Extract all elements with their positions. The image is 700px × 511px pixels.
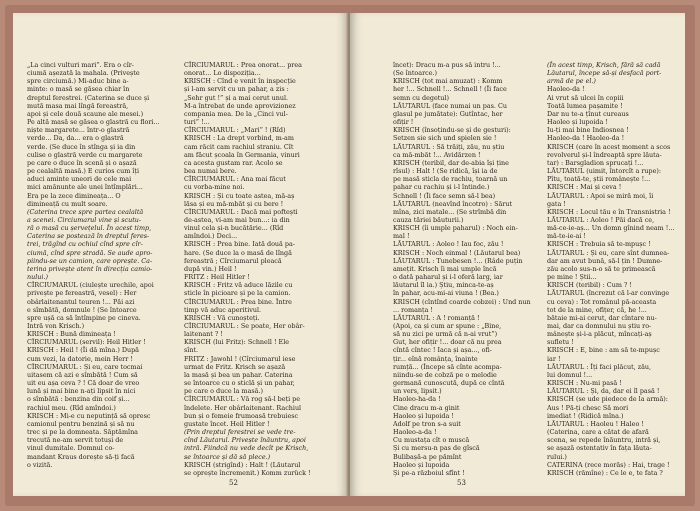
text-line: CÎRCIUMARUL : Prea onorat... prea xyxy=(184,61,302,69)
text-line: „La cinci vulturi mari”. Era o cîr- xyxy=(27,61,134,69)
text-line: lăutarul îl ia.) Știu, minca-te-aș xyxy=(393,281,494,290)
text-line: LĂUTARUL : Și, da, dar ei îl pasă ! xyxy=(547,387,660,396)
right-page-column-1 xyxy=(393,61,541,477)
text-line: zău acolo sus-n-o să te primească xyxy=(547,264,656,273)
text-line: dreptul ferestrei. (Caterina se duce și xyxy=(27,93,150,102)
text-line: pe care o duce la masă.) xyxy=(184,387,264,396)
text-line: pe mine ! Știi... xyxy=(547,273,597,282)
text-line: Și pe-a războiul sfînt ! xyxy=(393,468,465,477)
text-line: KRISCH (care în acest moment a scos xyxy=(547,142,671,151)
text-line: Intră von Krisch.) xyxy=(27,322,85,330)
text-line: Haoleo și lupoida ! xyxy=(393,411,454,420)
text-line: ciumă așezată la mahala. (Privește xyxy=(27,69,140,78)
stage-direction-line: trei, trăgînd cu ochiul cînd spre cîr- xyxy=(27,240,143,249)
text-line: o sîmbătă : benzina din coif și... xyxy=(27,395,130,404)
text-line: onorat... Lo dispoziția... xyxy=(184,69,261,78)
text-line: laitenant ? ! xyxy=(184,330,223,339)
text-line: M-a întrebat de unde aprovizionez xyxy=(184,101,296,110)
text-line: vinul dumitale. Domnul co- xyxy=(27,444,115,453)
text-line: LĂUTARUL : A ! romanță ! xyxy=(393,313,480,322)
text-line: la masă și bea un pahar. Caterina xyxy=(184,370,293,379)
text-line: Iu-ți mai bine Indiosnea ! xyxy=(547,126,629,135)
page-number-left: 52 xyxy=(229,479,238,487)
text-line: rachiul meu. (Rîd amîndoi.) xyxy=(27,403,116,412)
text-line: KRISCH (cîntînd coarde cobzei) : Und nun xyxy=(393,297,531,306)
text-line: de-astea, vi-am mai bun...: ia din xyxy=(184,215,290,224)
text-line: lăsa și eu mă-mbăt și cu bere ! xyxy=(184,199,284,208)
text-line: FRITZ : Heil Hitler ! xyxy=(184,273,250,282)
text-line: pe masă sticla de rachiu, toarnă un xyxy=(393,175,508,184)
text-line: KRISCH : Heil ! (Îi dă mîna.) După xyxy=(27,346,139,355)
text-line: cum vezi, la datorie, mein Herr ! xyxy=(27,354,133,363)
text-line: fereastră ; Cîrciumarul pleacă xyxy=(184,256,282,265)
text-line: Pîtu, toată-te, știi românește !... xyxy=(547,175,651,184)
text-line: KRISCH : E, bine : am să te-mpușc xyxy=(547,346,660,355)
text-line: Haoleo-ha-da ! xyxy=(393,395,441,404)
text-line: KRISCH : Și cu toate astea, mă-aș xyxy=(184,191,295,200)
text-line: mă-ce-ie-aș... Un domn gînind neam !... xyxy=(547,224,675,233)
text-line: mai, dar ca domnului nu știu ro- xyxy=(547,322,652,330)
text-line: CÎRCIUMARUL (servil): Heil Hitler ! xyxy=(27,338,146,347)
text-line: tot de la mine, ofițer, că, he !... xyxy=(547,305,647,314)
text-line: mandant Kraus dorește să-ți facă xyxy=(27,452,135,461)
text-line: cu ceva) : Tot românul pă-aceasta xyxy=(547,297,657,306)
text-line: niindu-se de cobză pe o melodie xyxy=(393,370,497,379)
text-line: ca acesta gustam rar. Acolo se xyxy=(184,158,283,167)
text-line: bătaie mi-ai cerut, dar cîntare nu- xyxy=(547,313,657,322)
text-line: compania mea. De la „Cinci vul- xyxy=(184,109,288,118)
text-line: e sîmbătă, domnule ! (Se întoarce xyxy=(27,305,137,314)
stage-direction-line: terina privește atent în direcția camio- xyxy=(27,264,153,273)
text-line: mici amănunte ale unei întîmplări... xyxy=(27,183,143,192)
text-line: și l-am servit cu un pahar, a zis : xyxy=(184,85,289,94)
text-line: LĂUTARUL (neavînd încotro) : Sărut xyxy=(393,199,513,208)
text-line: FRITZ : Jawohl ! (Cîrciumarul iese xyxy=(184,354,296,363)
text-line: Cu mustața cît o muscă xyxy=(393,436,470,445)
text-line: culise o glastră verde cu margarete xyxy=(27,150,143,159)
text-line: Și cu mersu-n pas de gîscă xyxy=(393,444,480,453)
text-line: KRISCH : La drept vorbind, m-am xyxy=(184,134,294,143)
text-line: obârlaitenantul teuren !... Păi azi xyxy=(27,297,135,306)
stage-direction-line: Caterina se postează în dreptul feres- xyxy=(27,232,150,241)
text-line: KRISCH : Bună dimineața ! xyxy=(27,330,116,339)
text-line: vinul cela și-n bucătărie... (Rîd xyxy=(184,224,284,233)
stage-direction-line: intră. Fiindcă nu vede decît pe Krisch, xyxy=(184,444,309,453)
text-line: Haoleo-da ! Haoleo-da ! xyxy=(547,134,625,143)
text-line: KRISCH : Trebuia să te-mpușc ! xyxy=(547,240,651,249)
text-line: un vers, lipsit.) xyxy=(393,387,442,396)
text-line: KRISCH : Locul tău e în Transnistria ! xyxy=(547,207,671,216)
text-line: minte: o masă se găsea chiar în xyxy=(27,85,130,94)
text-line: germană cunoscută, după ce cîntă xyxy=(393,379,505,388)
stage-direction-line: armă de pe el.) xyxy=(547,77,596,86)
text-line: CÎRCIUMARUL : Vă rog să-l beți pe xyxy=(184,395,301,404)
text-line: uit eu așa ceva ? ! Că doar de vreo xyxy=(27,379,140,388)
text-line: iar ! xyxy=(547,354,561,363)
stage-direction-line: (Caterina trece spre partea cealaltă xyxy=(27,207,144,216)
text-line: Gut, her ofițir !... doar că nu prea xyxy=(393,338,502,347)
text-line: KRISCH (strigînd) : Halt ! (Lăutarul xyxy=(184,460,301,469)
stage-direction-line: nului.) xyxy=(27,273,48,282)
text-line: KRISCH : Nu-mi pasă ! xyxy=(547,379,622,388)
right-page xyxy=(350,13,685,496)
stage-direction-line: piindu-se un camion, care oprește. Ca- xyxy=(27,256,153,265)
text-line: gata ! xyxy=(547,199,566,208)
text-line: cîntă cîntec ! Iaca și așa..., ofi- xyxy=(393,346,492,355)
text-line: o dată paharul și i-l oferă larg, iar xyxy=(393,273,503,282)
text-line: cam răcit cam rachiul straniu. Cît xyxy=(184,142,294,151)
text-line: „Sehr gut !” și a mai cerut unul. xyxy=(184,93,289,102)
text-line: rumță... (Începe să cînte acompa- xyxy=(393,362,502,371)
text-line: mal ! xyxy=(393,232,410,241)
text-line: cauza tăriei băuturii.) xyxy=(393,215,464,224)
text-line: KRISCH (teribil) : Cum ? ! xyxy=(547,281,632,290)
left-page-column-1 xyxy=(27,61,175,477)
left-page-column-2 xyxy=(184,61,332,477)
text-line: KRISCH (teribil, dar de-abia își ține xyxy=(393,158,509,167)
text-line: ofițir ! xyxy=(393,118,414,127)
text-line: KRISCH : Vă cunoșteți. xyxy=(184,313,260,322)
text-line: KRISCH (se ude piedece de la armă): xyxy=(547,395,668,404)
text-line: CÎRCIUMARUL : Ana mai făcut xyxy=(184,175,286,184)
text-line: KRISCH : Noch einmal ! (Lăutarul bea) xyxy=(393,248,521,257)
text-line: Dar nu te-a țînut cureaus xyxy=(547,109,629,118)
text-line: am făcut școala în Germania, vinuri xyxy=(184,150,300,159)
text-line: se întoarce cu o sticlă și un pahar, xyxy=(184,379,295,388)
text-line: turi” !... xyxy=(184,118,210,127)
text-line: spre circiumă.) Mi-aduc bine a- xyxy=(27,77,129,86)
text-line: dar am avut bună, să-l țin ! Dumne- xyxy=(547,256,663,265)
text-line: Era pe la zece dimineața... O xyxy=(27,191,121,200)
stage-direction-line: ră o masă cu șervețelul. În acest timp, xyxy=(27,224,152,233)
text-line: sînt. xyxy=(184,346,199,355)
text-line: trecută ne-am servit totuși de xyxy=(27,436,124,445)
left-page xyxy=(13,13,348,496)
text-line: rului.) xyxy=(547,452,567,461)
text-line: glasul pe jumătate): Gutîntac, her xyxy=(393,109,503,118)
text-line: LĂUTARUL : Îți faci plăcut, zău, xyxy=(547,362,652,371)
stage-direction-line: (Prin dreptul ferestrei se vede tre- xyxy=(184,428,296,437)
text-line: KRISCH : Prea bine. Iată două pa- xyxy=(184,240,295,249)
text-line: KRISCH : Mai și ceva ! xyxy=(547,183,622,192)
text-line: Haoleo și lupoida xyxy=(393,460,450,469)
text-line: amețit. Krisch îi mai umple încă xyxy=(393,264,497,273)
text-line: CÎRCIUMARUL : Dacă mai poftești xyxy=(184,207,298,216)
text-line: (Se întoarce.) xyxy=(393,69,438,78)
text-line: LĂUTARUL : Aoleo ! Păi dacă ce, xyxy=(547,215,655,224)
text-line: în pahar, acu-mi-ai viuna ! (Bea.) xyxy=(393,289,499,298)
text-line: sticle în picioare și pe la camion. xyxy=(184,289,291,298)
text-line: (Apoi, ca și cum ar spune : „Bine, xyxy=(393,322,502,330)
text-line: pahar cu rachiu și i-l întinde.) xyxy=(393,183,490,192)
text-line: CÎRCIUMARUL : „Mari” ! (Rîd) xyxy=(184,126,286,135)
text-line: pe cealaltă masă.) E curios cum îți xyxy=(27,167,139,176)
text-line: să nu zici pe urmă că n-ai vrut”) xyxy=(393,330,498,339)
text-line: KRISCH : Cînd e venit în inspecție xyxy=(184,77,296,86)
text-line: apoi și cele două scaune ale mesei.) xyxy=(27,109,144,118)
text-line: verde... Da, da... era o glastră xyxy=(27,134,124,143)
text-line: bun și o femeie frumoasă trebuiesc xyxy=(184,411,299,420)
stage-direction-line: ciumă, cînd spre stradă. Se aude apro- xyxy=(27,248,153,257)
text-line: mută masa mai lîngă fereastră, xyxy=(27,101,129,110)
stage-direction-line: Lăutarul, începe să-și desfacă port- xyxy=(547,69,662,78)
text-line: Haoleo-a-da ! xyxy=(393,428,437,437)
text-line: încet): Dracu m-a pus să intru !... xyxy=(393,61,501,69)
text-line: KRISCH (tot mai amuzat) : Komm xyxy=(393,77,503,86)
text-line: Setzen sie sich und spielen sie ! xyxy=(393,134,497,143)
text-line: ... romanța ! xyxy=(393,305,433,314)
text-line: urmat de Fritz. Krisch se așază xyxy=(184,362,286,371)
open-book xyxy=(5,5,695,506)
text-line: lui domnul !... xyxy=(547,370,593,379)
text-line: KRISCH : Mi-e cu neputință să opresc xyxy=(27,411,151,420)
text-line: Adolf pe tron s-a suit xyxy=(393,419,461,428)
text-line: amîndoi.) Deci... xyxy=(184,232,238,241)
text-line: Ai vrut să ulcei în copiii xyxy=(547,93,624,102)
text-line: (Caterina, care a cătat de afară xyxy=(547,428,649,437)
text-line: scena, se repede înăuntru, intră și, xyxy=(547,436,661,445)
stage-direction-line: se întoarce și dă să plece.) xyxy=(184,452,271,461)
text-line: trec și pe la domneata. Săptămîna xyxy=(27,428,138,437)
text-line: KRISCH (rămîne) : Ce le e, te fata ? xyxy=(547,468,663,477)
text-line: dimineață cu mult soare. xyxy=(27,199,108,208)
text-line: CÎRCIUMARUL : Și eu, care tocmai xyxy=(27,362,143,371)
text-line: KRISCH (însoțindu-se și de gesturi): xyxy=(393,126,511,135)
text-line: CÎRCIUMARUL : Se poate, Her obâr- xyxy=(184,322,305,330)
text-line: niște margarete... într-o glastră xyxy=(27,126,130,135)
stage-direction-line: cînd Lăutarul. Privește înăuntru, apoi xyxy=(184,436,306,445)
text-line: pe care o duce în scenă și o așază xyxy=(27,158,137,167)
text-line: îndelete. Her obârlaitenant. Rachiul xyxy=(184,403,302,412)
text-line: ca mă-mbăt !... Avidărzen ! xyxy=(393,150,481,159)
text-line: tar) : Barsgladion sprucați !... xyxy=(547,158,644,167)
text-line: Bulibașă-a pe pămînt xyxy=(393,452,462,461)
text-line: sufletu ! xyxy=(547,338,574,347)
text-line: Cine dracu m-a ginit xyxy=(393,403,460,412)
text-line: verde. (Se duce în stînga și ia din xyxy=(27,142,136,151)
text-line: semn cu degetul) xyxy=(393,93,449,102)
text-line: KRISCH (lui Fritz): Schnell ! Ele xyxy=(184,338,290,347)
stage-direction-line: (În acest timp, Krisch, fără să cadă xyxy=(547,61,661,69)
text-line: țir... eînă românța, înainte xyxy=(393,354,478,363)
text-line: LĂUTARUL : Aoleo ! Iau foc, zău ! xyxy=(393,240,504,249)
text-line: imediat ! (Ridică mîna.) xyxy=(547,411,624,420)
text-line: Pe altă masă se găsea o glastră cu flori... xyxy=(27,118,160,127)
text-line: KRISCH : Fritz vă aduce lăzile cu xyxy=(184,281,293,290)
text-line: uitasem că azi e sîmbătă ! Cum să xyxy=(27,370,138,379)
text-line: mă-te-ie-ai ! xyxy=(547,232,586,241)
text-line: gustate încet. Heil Hitler ! xyxy=(184,419,270,428)
text-line: bea numai bere. xyxy=(184,167,237,176)
text-line: KRISCH (îi umple paharul) : Noch ein- xyxy=(393,224,518,233)
text-line: Aus ! Pă-ți chesc Să mori xyxy=(547,403,629,412)
text-line: LĂUTARUL : Apoi se miră moi, îi xyxy=(547,191,654,200)
text-line: mîna, zici matale... (Se strîmbă din xyxy=(393,207,507,216)
text-line: LĂUTARUL (uimit, întorcît a rupe): xyxy=(547,167,662,176)
text-line: Toată lumea pașamite ! xyxy=(547,101,623,110)
text-line: rîsul) : Halt ! (Se ridică, își ia de xyxy=(393,167,498,176)
text-line: CÎRCIUMARUL : Prea bine. Între xyxy=(184,297,292,306)
text-line: o vizită. xyxy=(27,460,53,469)
text-line: privește pe fereastră, vesel) : Her xyxy=(27,289,137,298)
text-line: mânește și-i-a plăcut, mîncați-aș xyxy=(547,330,652,339)
right-page-column-2 xyxy=(547,61,685,477)
text-line: LĂUTARUL : Să trăiți, zău, nu știu xyxy=(393,142,505,151)
text-line: revolverul și-l îndreaptă spre lăuta- xyxy=(547,150,662,159)
text-line: Haoleo și lupoida ! xyxy=(547,118,608,127)
text-line: după vin.) Heil ! xyxy=(184,264,237,273)
text-line: Haoleo-da ! xyxy=(547,85,585,94)
text-line: CATERINA (rece morăs) : Hai, trage ! xyxy=(547,460,670,469)
text-line: LĂUTARUL (încrezut că l-ar convinge xyxy=(547,289,670,298)
text-line: Schnell ! (Îi face semn să-l bea) xyxy=(393,191,496,200)
text-line: lună și mai bine n-ați lipsit în nici xyxy=(27,387,136,396)
text-line: timp vă aduc aperitivul. xyxy=(184,305,262,314)
text-line: hare. (Se duce la o masă de lîngă xyxy=(184,248,292,257)
text-line: LĂUTARUL : Haoleu ! Haleo ! xyxy=(547,419,644,428)
text-line: aduci aminte uneori de cele mai xyxy=(27,175,132,184)
text-line: spre ușă ca să întîmpine pe cineva. xyxy=(27,313,141,322)
text-line: her !... Schnell !... Schnell ! (Îi face xyxy=(393,85,507,94)
text-line: LĂUTARUL : Tunebesen !... (Râde puțin xyxy=(393,256,523,265)
text-line: CÎRCIUMARUL (ciulește urechile, apoi xyxy=(27,281,154,290)
text-line: cu vorba-mine noi. xyxy=(184,183,245,192)
stage-direction-line: a scenei. Circiumarul vine și scutu- xyxy=(27,215,142,224)
text-line: se așază ostentativ în fața lăuta- xyxy=(547,444,652,453)
text-line: camionul pentru benzină și să nu xyxy=(27,419,135,428)
page-number-right: 53 xyxy=(457,479,466,487)
text-line: LĂUTARUL (face numai un pas. Cu xyxy=(393,101,507,110)
text-line: LĂUTARUL : Și eu, care sînt dumnea- xyxy=(547,248,670,257)
text-line: se oprește încremenit.) Komm zurück ! xyxy=(184,468,311,477)
